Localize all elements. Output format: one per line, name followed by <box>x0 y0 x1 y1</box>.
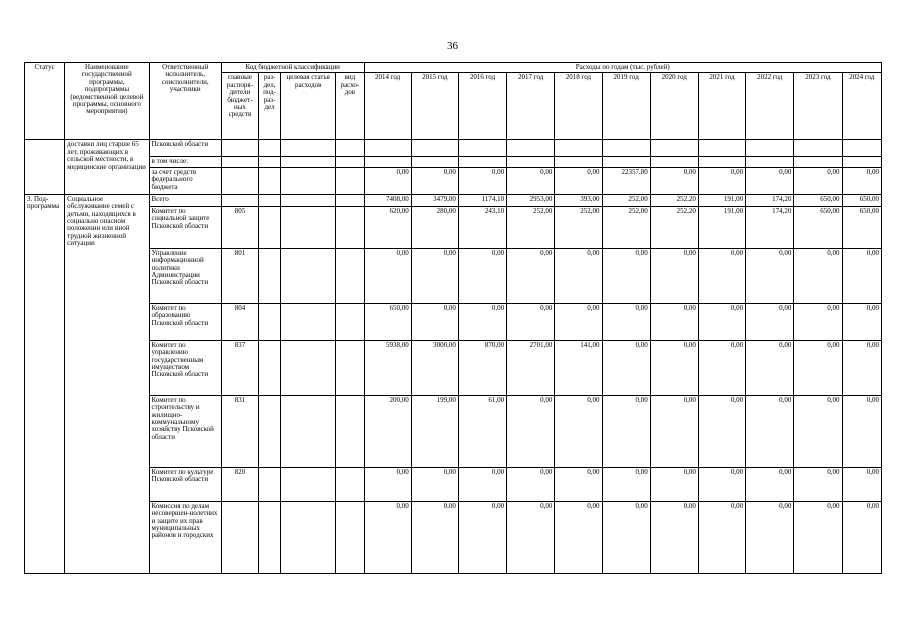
gl-rasp-code-cell: 837 <box>221 340 258 395</box>
value-cell: 0,00 <box>794 395 842 467</box>
value-cell: 0,00 <box>602 303 650 340</box>
empty-code-cell <box>281 303 336 340</box>
value-cell: 650,00 <box>842 206 881 248</box>
name-cell: Социальное обслуживание семей с детьми, находящихся в социально опасном положении или иной трудной жизненной ситуации <box>65 194 149 573</box>
value-cell: 141,00 <box>555 340 602 395</box>
value-cell: 0,00 <box>602 501 650 573</box>
header-year: 2016 год <box>458 73 506 140</box>
value-cell: 0,00 <box>602 340 650 395</box>
value-cell: 650,00 <box>364 303 411 340</box>
value-cell: 252,00 <box>555 206 602 248</box>
header-budget-code: Код бюджетной классификации <box>221 63 364 73</box>
table-row <box>25 194 882 206</box>
value-cell: 0,00 <box>602 395 650 467</box>
value-cell: 200,00 <box>364 395 411 467</box>
empty-code-cell <box>259 501 281 573</box>
value-cell: 0,00 <box>507 167 555 194</box>
empty-code-cell <box>281 248 336 303</box>
value-cell: 252,00 <box>602 206 650 248</box>
value-cell: 0,00 <box>746 167 794 194</box>
header-expenses: Расходы по годам (тыс. рублей) <box>364 63 882 73</box>
table-row <box>25 248 882 303</box>
empty-code-cell <box>281 501 336 573</box>
value-cell: 0,00 <box>794 340 842 395</box>
value-cell: 0,00 <box>555 395 602 467</box>
responsible-cell: Комитет по строительству и жилищно-коммунальному хозяйству Псковской области <box>149 395 221 467</box>
status-cell <box>25 140 65 194</box>
value-cell: 0,00 <box>602 467 650 501</box>
value-cell: 0,00 <box>746 395 794 467</box>
header-vid: вид расхо-дов <box>336 73 364 140</box>
value-cell: 3000,00 <box>411 340 458 395</box>
gl-rasp-code-cell: 804 <box>221 303 258 340</box>
value-cell: 5938,00 <box>364 340 411 395</box>
header-gl-rasp: главные распоря-дители бюджет-ных средств <box>221 73 258 140</box>
empty-code-cell <box>336 467 364 501</box>
value-cell: 0,00 <box>650 501 698 573</box>
gl-rasp-code-cell <box>221 194 258 206</box>
header-status: Статус <box>25 63 65 140</box>
empty-code-cell <box>281 467 336 501</box>
value-cell: 252,00 <box>602 194 650 206</box>
value-cell: 0,00 <box>698 167 745 194</box>
value-cell: 0,00 <box>794 167 842 194</box>
value-cell: 0,00 <box>458 501 506 573</box>
value-cell: 0,00 <box>794 467 842 501</box>
header-tsel: целевая статья расходов <box>281 73 336 140</box>
value-cell: 0,00 <box>842 303 881 340</box>
value-cell: 2953,00 <box>507 194 555 206</box>
header-year: 2020 год <box>650 73 698 140</box>
value-cell: 0,00 <box>746 501 794 573</box>
value-cell: 0,00 <box>842 501 881 573</box>
value-cell: 0,00 <box>746 248 794 303</box>
header-year: 2021 год <box>698 73 745 140</box>
value-cell: 0,00 <box>364 167 411 194</box>
value-cell: 0,00 <box>555 501 602 573</box>
gl-rasp-code-cell: 801 <box>221 248 258 303</box>
empty-code-cell <box>336 340 364 395</box>
value-cell: 7408,00 <box>364 194 411 206</box>
empty-code-cell <box>336 395 364 467</box>
empty-code-cell <box>259 248 281 303</box>
value-cell: 0,00 <box>602 248 650 303</box>
value-cell: 0,00 <box>650 303 698 340</box>
value-cell: 0,00 <box>555 167 602 194</box>
value-cell: 280,00 <box>411 206 458 248</box>
value-cell: 0,00 <box>555 303 602 340</box>
value-cell: 0,00 <box>458 467 506 501</box>
empty-code-cell <box>259 194 281 206</box>
value-cell: 0,00 <box>698 395 745 467</box>
value-cell: 0,00 <box>507 501 555 573</box>
empty-code-cell <box>259 340 281 395</box>
value-cell: 0,00 <box>458 248 506 303</box>
header-year: 2014 год <box>364 73 411 140</box>
responsible-cell: Управление информационной политики Администрации Псковской области <box>149 248 221 303</box>
empty-code-cell <box>281 340 336 395</box>
value-cell: 61,00 <box>458 395 506 467</box>
header-responsible: Ответственный исполнитель, соисполнители, участники <box>149 63 221 140</box>
value-cell: 0,00 <box>698 248 745 303</box>
header-year: 2015 год <box>411 73 458 140</box>
value-cell: 174,20 <box>746 194 794 206</box>
value-cell: 0,00 <box>794 248 842 303</box>
empty-code-cell <box>336 303 364 340</box>
value-cell: 0,00 <box>555 248 602 303</box>
value-cell: 870,00 <box>458 340 506 395</box>
value-cell: 0,00 <box>555 467 602 501</box>
value-cell: 0,00 <box>411 167 458 194</box>
value-cell: 0,00 <box>794 303 842 340</box>
responsible-cell: Комитет по социальной защите Псковской области <box>149 206 221 248</box>
responsible-cell: Комитет по культуре Псковской области <box>149 467 221 501</box>
budget-table <box>24 62 882 574</box>
table-row <box>25 395 882 467</box>
value-cell: 0,00 <box>746 303 794 340</box>
value-cell: 191,00 <box>698 206 745 248</box>
value-cell: 0,00 <box>364 467 411 501</box>
gl-rasp-code-cell: 831 <box>221 395 258 467</box>
responsible-cell: в том числе: <box>149 157 221 167</box>
value-cell: 0,00 <box>842 467 881 501</box>
empty-code-cell <box>336 501 364 573</box>
value-cell: 0,00 <box>746 340 794 395</box>
empty-code-cell <box>281 395 336 467</box>
value-cell: 393,00 <box>555 194 602 206</box>
table-row <box>25 467 882 501</box>
value-cell: 0,00 <box>411 303 458 340</box>
value-cell: 0,00 <box>698 467 745 501</box>
value-cell: 0,00 <box>650 167 698 194</box>
value-cell: 0,00 <box>411 467 458 501</box>
value-cell: 252,20 <box>650 194 698 206</box>
value-cell: 3479,00 <box>411 194 458 206</box>
gl-rasp-code-cell: 805 <box>221 206 258 248</box>
table-row <box>25 303 882 340</box>
table-row <box>25 140 882 157</box>
header-year: 2023 год <box>794 73 842 140</box>
value-cell: 0,00 <box>364 248 411 303</box>
header-year: 2022 год <box>746 73 794 140</box>
value-cell: 252,20 <box>650 206 698 248</box>
table-row <box>25 157 882 167</box>
empty-code-cell <box>336 248 364 303</box>
value-cell: 1174,10 <box>458 194 506 206</box>
empty-code-cell <box>259 206 281 248</box>
value-cell: 0,00 <box>507 303 555 340</box>
gl-rasp-code-cell <box>221 501 258 573</box>
value-cell: 0,00 <box>842 167 881 194</box>
responsible-cell: Всего <box>149 194 221 206</box>
empty-code-cell <box>336 206 364 248</box>
value-cell: 620,00 <box>364 206 411 248</box>
value-cell: 0,00 <box>650 340 698 395</box>
value-cell: 0,00 <box>507 248 555 303</box>
gl-rasp-code-cell: 820 <box>221 467 258 501</box>
value-cell: 0,00 <box>458 167 506 194</box>
value-cell: 0,00 <box>507 467 555 501</box>
header-name: Наименование государственной программы, подпрограммы (ведомственной целевой программы, основного мероприятия) <box>65 63 149 140</box>
value-cell: 0,00 <box>411 248 458 303</box>
value-cell: 22357,80 <box>602 167 650 194</box>
value-cell: 650,00 <box>794 194 842 206</box>
value-cell: 0,00 <box>650 467 698 501</box>
value-cell: 0,00 <box>698 501 745 573</box>
empty-code-cell <box>259 395 281 467</box>
value-cell: 650,00 <box>842 194 881 206</box>
responsible-cell: Комитет по управлению государственным имуществом Псковской области <box>149 340 221 395</box>
empty-code-cell <box>259 303 281 340</box>
status-cell: 3. Под-программа <box>25 194 65 573</box>
value-cell: 0,00 <box>698 340 745 395</box>
value-cell: 243,10 <box>458 206 506 248</box>
value-cell: 0,00 <box>746 467 794 501</box>
table-row <box>25 501 882 573</box>
name-cell: доставки лиц старше 65 лет, проживающих в сельской местности, в медицинские организации <box>65 140 149 194</box>
header-razdel: раз-дел, под-раз-дел <box>259 73 281 140</box>
value-cell: 2701,00 <box>507 340 555 395</box>
value-cell: 199,00 <box>411 395 458 467</box>
empty-code-cell <box>259 467 281 501</box>
empty-code-cell <box>336 194 364 206</box>
value-cell: 0,00 <box>842 340 881 395</box>
value-cell: 0,00 <box>650 395 698 467</box>
value-cell: 252,00 <box>507 206 555 248</box>
header-year: 2017 год <box>507 73 555 140</box>
value-cell: 191,00 <box>698 194 745 206</box>
header-year: 2019 год <box>602 73 650 140</box>
table-row <box>25 206 882 248</box>
responsible-cell: Псковской области <box>149 140 221 157</box>
value-cell: 0,00 <box>842 248 881 303</box>
value-cell: 0,00 <box>842 395 881 467</box>
header-year: 2018 год <box>555 73 602 140</box>
value-cell: 650,00 <box>794 206 842 248</box>
table-row <box>25 167 882 194</box>
value-cell: 174,20 <box>746 206 794 248</box>
value-cell: 0,00 <box>507 395 555 467</box>
value-cell: 0,00 <box>411 501 458 573</box>
table-row <box>25 340 882 395</box>
value-cell: 0,00 <box>458 303 506 340</box>
table-header <box>25 63 882 140</box>
page-number: 36 <box>447 40 458 52</box>
empty-code-cell <box>281 206 336 248</box>
responsible-cell: Комиссия по делам несовершен-нолетних и защите их прав муниципальных районов и городских <box>149 501 221 573</box>
responsible-cell: за счет средств федерального бюджета <box>149 167 221 194</box>
value-cell: 0,00 <box>364 501 411 573</box>
empty-code-cell <box>281 194 336 206</box>
header-year: 2024 год <box>842 73 881 140</box>
value-cell: 0,00 <box>794 501 842 573</box>
value-cell: 0,00 <box>698 303 745 340</box>
value-cell: 0,00 <box>650 248 698 303</box>
responsible-cell: Комитет по образованию Псковской области <box>149 303 221 340</box>
